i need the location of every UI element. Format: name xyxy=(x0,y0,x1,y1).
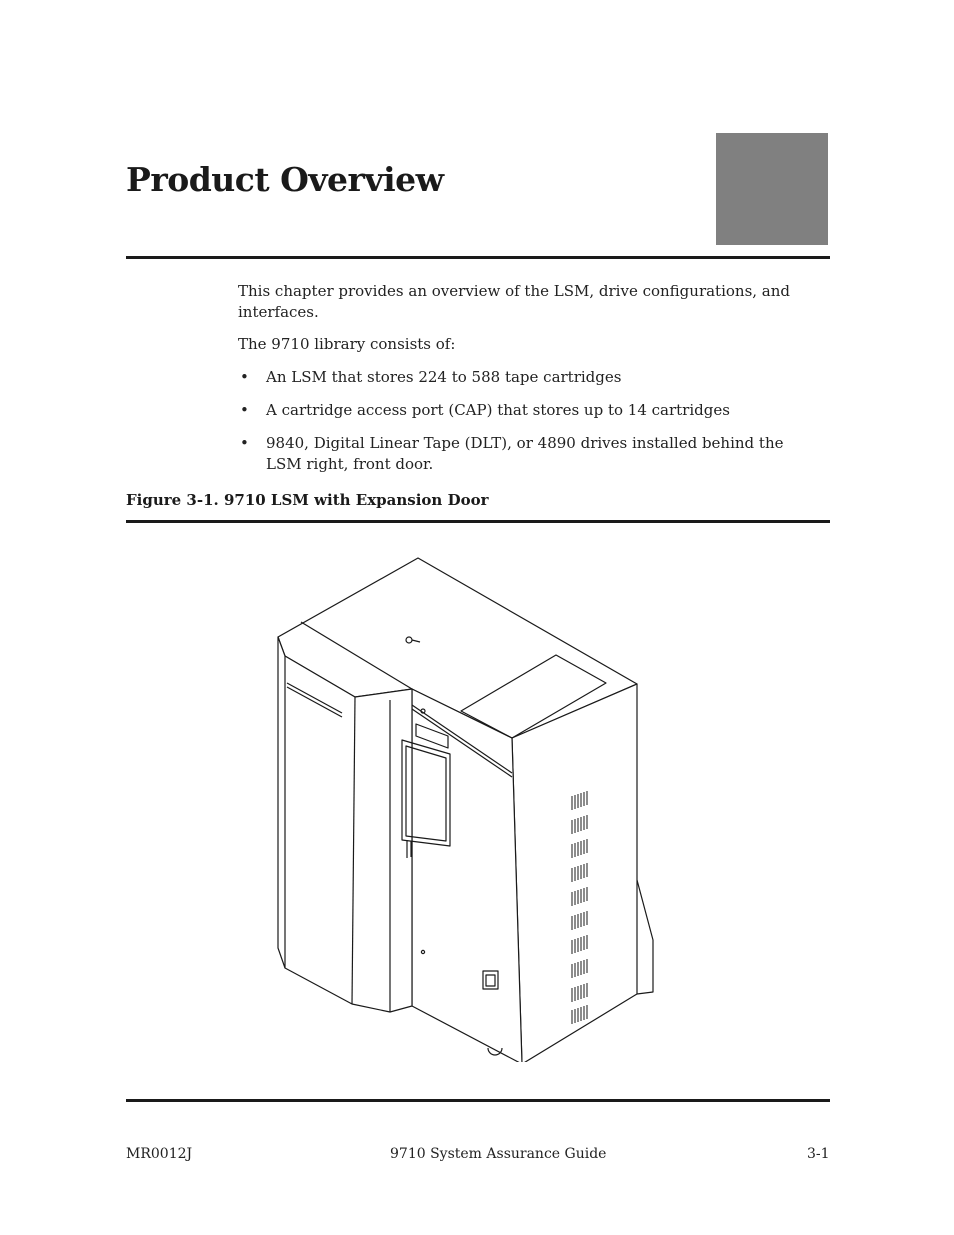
intro-list-lead: The 9710 library consists of: xyxy=(238,335,456,353)
intro-paragraph: This chapter provides an overview of the LSM, drive configurations, and interfaces. xyxy=(238,282,791,321)
list-item-text: A cartridge access port (CAP) that stores up to 14 cartridges xyxy=(266,401,730,419)
chapter-title: Product Overview xyxy=(126,160,444,199)
footer-doc-number: MR0012J xyxy=(126,1146,193,1162)
chapter-tab-block xyxy=(716,133,828,245)
figure-caption: Figure 3-1. 9710 LSM with Expansion Door xyxy=(126,491,489,509)
list-item-text: An LSM that stores 224 to 588 tape cartridges xyxy=(266,368,622,386)
bullet-marker: • xyxy=(240,368,249,386)
list-item-text: 9840, Digital Linear Tape (DLT), or 4890 drives installed behind the LSM right, front door. xyxy=(266,434,784,473)
bullet-marker: • xyxy=(240,434,249,452)
footer-rule xyxy=(126,1099,830,1102)
figure-top-rule xyxy=(126,520,830,523)
title-rule xyxy=(126,256,830,259)
bullet-marker: • xyxy=(240,401,249,419)
footer-doc-title: 9710 System Assurance Guide xyxy=(390,1146,607,1162)
footer-page-number: 3-1 xyxy=(807,1146,830,1162)
lsm-illustration xyxy=(270,552,670,1062)
